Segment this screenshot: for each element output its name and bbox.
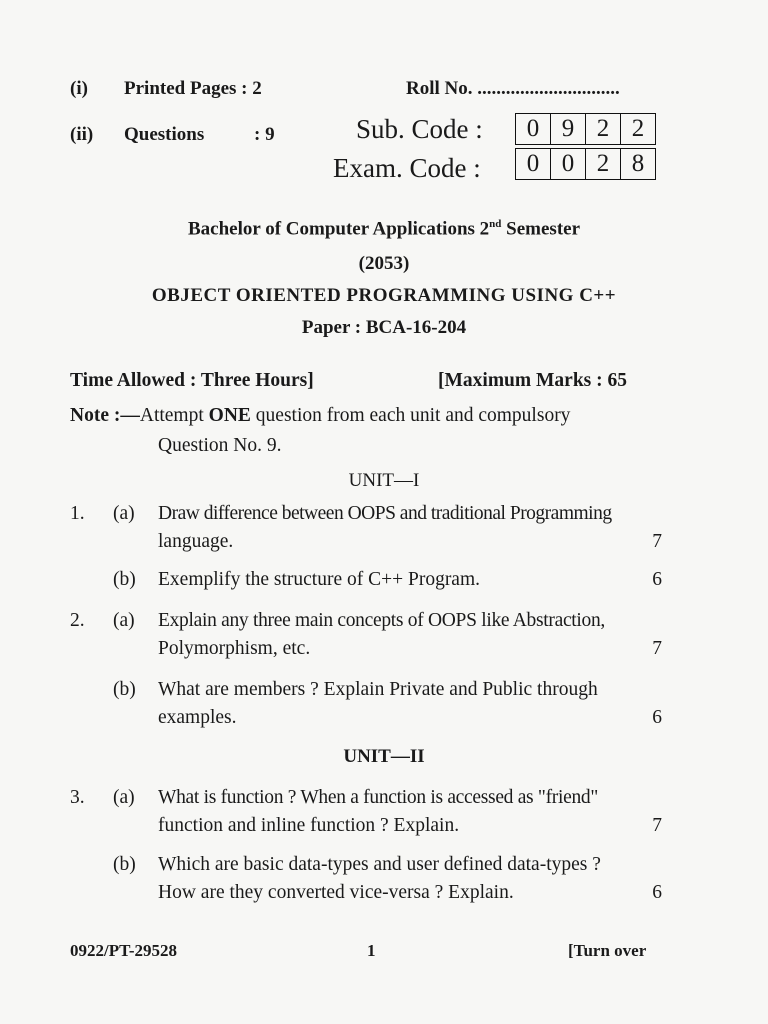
paper-year: (2053) (358, 253, 410, 274)
q1-number: 1. (70, 503, 85, 524)
unit-1-heading: UNIT—I (348, 470, 420, 491)
footer-code: 0922/PT-29528 (70, 941, 178, 960)
note-text-2: question from each unit and compulsory (250, 405, 571, 426)
q1a-text-line-1: Draw difference between OOPS and traditional Programming (158, 503, 612, 524)
course-title-suffix: Semester (501, 218, 581, 240)
printed-pages-index: (i) (70, 78, 88, 99)
q2b-label: (b) (113, 679, 136, 700)
sub-code-boxes (515, 113, 656, 145)
exam-code-digit: 8 (631, 150, 645, 177)
q2a-text-line-1: Explain any three main concepts of OOPS like Abstraction, (158, 610, 606, 631)
course-title (0, 218, 768, 240)
sub-code-digit: 0 (516, 114, 551, 144)
turn-over: [Turn over (568, 941, 647, 960)
paper-code: Paper : BCA-16-204 (301, 317, 467, 338)
questions-label: Questions (124, 124, 205, 145)
note-bold: ONE (208, 405, 251, 426)
max-marks: [Maximum Marks : 65 (438, 370, 628, 391)
exam-code-digit: 2 (586, 149, 621, 179)
exam-code-boxes (515, 148, 656, 180)
q3b-text-line-1: Which are basic data-types and user defined data-types ? (158, 854, 601, 875)
q2a-text-line-2: Polymorphism, etc. (158, 638, 311, 659)
note-text-1: Attempt (139, 405, 209, 426)
q3a-text-line-2: function and inline function ? Explain. (158, 815, 460, 836)
page-number: 1 (367, 941, 376, 960)
course-title-prefix: Bachelor of Computer Applications 2 (187, 218, 490, 240)
exam-code-digit: 0 (516, 149, 551, 179)
q2a-label: (a) (113, 610, 135, 631)
exam-code-label: Exam. Code : (333, 153, 481, 183)
note-line-2: Question No. 9. (158, 435, 282, 456)
q2-number: 2. (70, 610, 85, 631)
q2b-text-line-2: examples. (158, 707, 237, 728)
roll-no: Roll No. .............................. (406, 78, 620, 99)
printed-pages-label: Printed Pages : 2 (124, 78, 262, 99)
course-title-sup: nd (489, 218, 502, 230)
q3b-label: (b) (113, 854, 136, 875)
q3a-marks: 7 (652, 815, 662, 836)
q2b-text-line-1: What are members ? Explain Private and Public through (158, 679, 598, 700)
q1b-marks: 6 (652, 569, 662, 590)
sub-code-digit: 2 (631, 115, 645, 142)
sub-code-digit: 2 (586, 114, 621, 144)
q3b-text-line-2: How are they converted vice-versa ? Explain. (158, 882, 514, 903)
subject-title: OBJECT ORIENTED PROGRAMMING USING C++ (151, 285, 617, 306)
q1a-marks: 7 (652, 531, 662, 552)
q1b-text: Exemplify the structure of C++ Program. (158, 569, 481, 590)
q1b-label: (b) (113, 569, 136, 590)
exam-code-digit: 0 (551, 149, 586, 179)
questions-value: : 9 (254, 124, 275, 145)
unit-2-heading: UNIT—II (343, 746, 425, 767)
sub-code-digit: 9 (551, 114, 586, 144)
q3b-marks: 6 (652, 882, 662, 903)
questions-index: (ii) (70, 124, 94, 145)
q1a-label: (a) (113, 503, 135, 524)
q2b-marks: 6 (652, 707, 662, 728)
q1a-text-line-2: language. (158, 531, 234, 552)
q3a-label: (a) (113, 787, 135, 808)
q2a-marks: 7 (652, 638, 662, 659)
time-allowed: Time Allowed : Three Hours] (70, 370, 314, 391)
note-line-1 (70, 402, 570, 430)
note-label: Note :— (70, 405, 140, 426)
q3a-text-line-1: What is function ? When a function is accessed as "friend" (158, 787, 599, 808)
q3-number: 3. (70, 787, 85, 808)
sub-code-label: Sub. Code : (356, 114, 483, 144)
